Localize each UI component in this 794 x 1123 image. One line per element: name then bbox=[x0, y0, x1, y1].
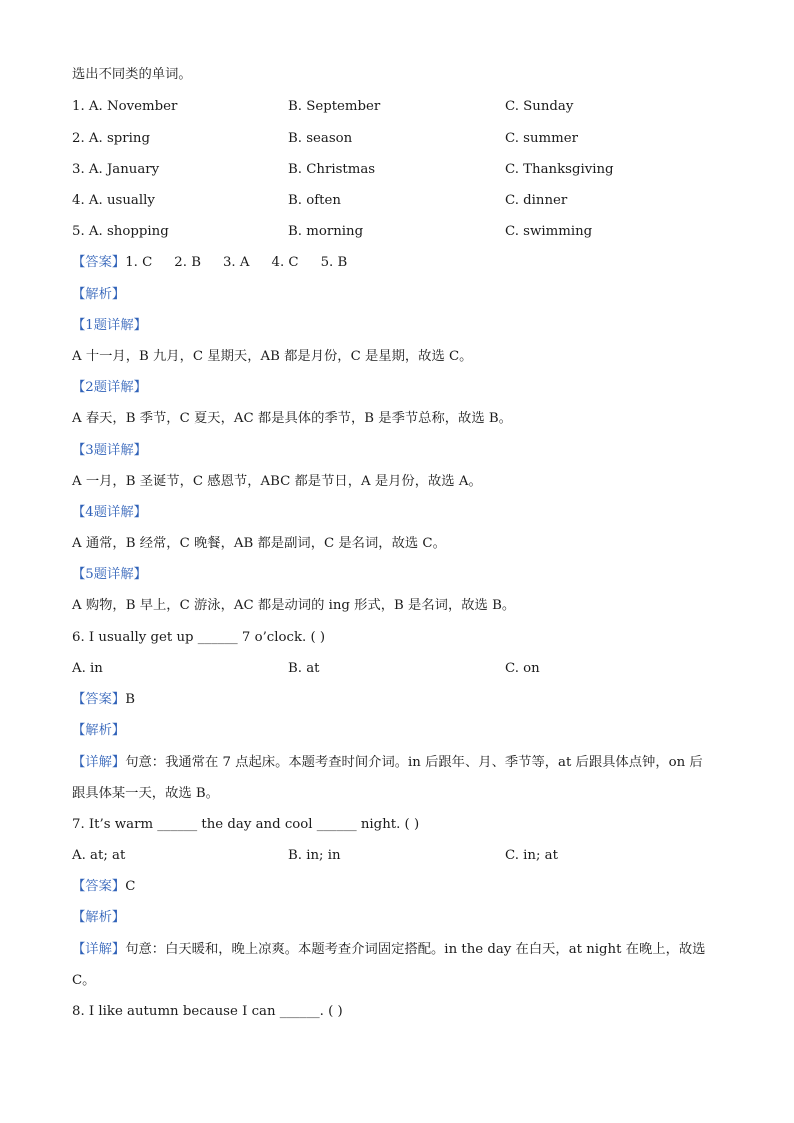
analysis-tag: 【解析】 bbox=[72, 287, 126, 302]
question-7-answer-value: C bbox=[125, 879, 136, 894]
question-7-option-a: A. at; at bbox=[72, 848, 126, 863]
answer-2: 2. B bbox=[174, 255, 201, 270]
question-4-option-a: 4. A. usually bbox=[72, 193, 155, 208]
question-7-detail-line-2: C。 bbox=[72, 973, 96, 988]
question-1-option-a: 1. A. November bbox=[72, 99, 178, 114]
question-6-detail-text: 句意：我通常在 7 点起床。本题考查时间介词。in 后跟年、月、季节等，at 后跟具体点钟，on 后 bbox=[125, 755, 703, 770]
question-7-answer bbox=[72, 878, 135, 896]
question-6-option-c: C. on bbox=[505, 661, 540, 676]
answer-1: 1. C bbox=[125, 255, 153, 270]
question-7-option-b: B. in; in bbox=[288, 848, 341, 863]
question-3-option-c: C. Thanksgiving bbox=[505, 162, 614, 177]
question-7-option-c: C. in; at bbox=[505, 848, 558, 863]
question-6-stem: 6. I usually get up ______ 7 o’clock. ( ) bbox=[72, 630, 326, 645]
section-instruction: 选出不同类的单词。 bbox=[72, 67, 192, 82]
answer-tag: 【答案】 bbox=[72, 255, 126, 270]
question-7-analysis-tag: 【解析】 bbox=[72, 910, 126, 925]
detail-3-text: A 一月，B 圣诞节，C 感恩节，ABC 都是节日，A 是月份，故选 A。 bbox=[72, 474, 482, 489]
question-2-option-a: 2. A. spring bbox=[72, 131, 150, 146]
answers-1-5 bbox=[72, 254, 347, 272]
question-6-option-a: A. in bbox=[72, 661, 103, 676]
question-4-option-c: C. dinner bbox=[505, 193, 568, 208]
answer-5: 5. B bbox=[320, 255, 348, 270]
question-6-answer-value: B bbox=[125, 692, 135, 707]
question-7-detail-line-1 bbox=[72, 941, 705, 959]
detail-5-heading: 【5题详解】 bbox=[72, 567, 147, 582]
answer-tag: 【答案】 bbox=[72, 692, 126, 707]
question-5-option-b: B. morning bbox=[288, 224, 364, 239]
detail-4-text: A 通常，B 经常，C 晚餐，AB 都是副词，C 是名词，故选 C。 bbox=[72, 536, 446, 551]
question-6-option-b: B. at bbox=[288, 661, 320, 676]
detail-5-text: A 购物，B 早上，C 游泳，AC 都是动词的 ing 形式，B 是名词，故选 B。 bbox=[72, 598, 516, 613]
question-1-option-b: B. September bbox=[288, 99, 381, 114]
answer-3: 3. A bbox=[222, 255, 250, 270]
question-6-answer bbox=[72, 691, 135, 709]
question-8-stem: 8. I like autumn because I can ______. ( ) bbox=[72, 1004, 343, 1019]
answer-4: 4. C bbox=[271, 255, 299, 270]
detail-1-heading: 【1题详解】 bbox=[72, 318, 147, 333]
question-3-option-b: B. Christmas bbox=[288, 162, 376, 177]
question-2-option-c: C. summer bbox=[505, 131, 578, 146]
question-4-option-b: B. often bbox=[288, 193, 341, 208]
detail-2-text: A 春天，B 季节，C 夏天，AC 都是具体的季节，B 是季节总称，故选 B。 bbox=[72, 411, 512, 426]
question-6-analysis-tag: 【解析】 bbox=[72, 723, 126, 738]
detail-tag: 【详解】 bbox=[72, 755, 126, 770]
detail-3-heading: 【3题详解】 bbox=[72, 443, 147, 458]
question-7-stem: 7. It’s warm ______ the day and cool ______ night. ( ) bbox=[72, 817, 420, 832]
question-5-option-a: 5. A. shopping bbox=[72, 224, 169, 239]
question-7-detail-text: 句意：白天暖和，晚上凉爽。本题考查介词固定搭配。in the day 在白天，at night 在晚上，故选 bbox=[125, 942, 706, 957]
detail-tag: 【详解】 bbox=[72, 942, 126, 957]
answer-tag: 【答案】 bbox=[72, 879, 126, 894]
detail-2-heading: 【2题详解】 bbox=[72, 380, 147, 395]
detail-1-text: A 十一月，B 九月，C 星期天，AB 都是月份，C 是星期，故选 C。 bbox=[72, 349, 473, 364]
question-5-option-c: C. swimming bbox=[505, 224, 593, 239]
question-1-option-c: C. Sunday bbox=[505, 99, 574, 114]
detail-4-heading: 【4题详解】 bbox=[72, 505, 147, 520]
question-3-option-a: 3. A. January bbox=[72, 162, 160, 177]
question-2-option-b: B. season bbox=[288, 131, 353, 146]
question-6-detail-line-2: 跟具体某一天，故选 B。 bbox=[72, 786, 219, 801]
question-6-detail-line-1 bbox=[72, 754, 703, 772]
